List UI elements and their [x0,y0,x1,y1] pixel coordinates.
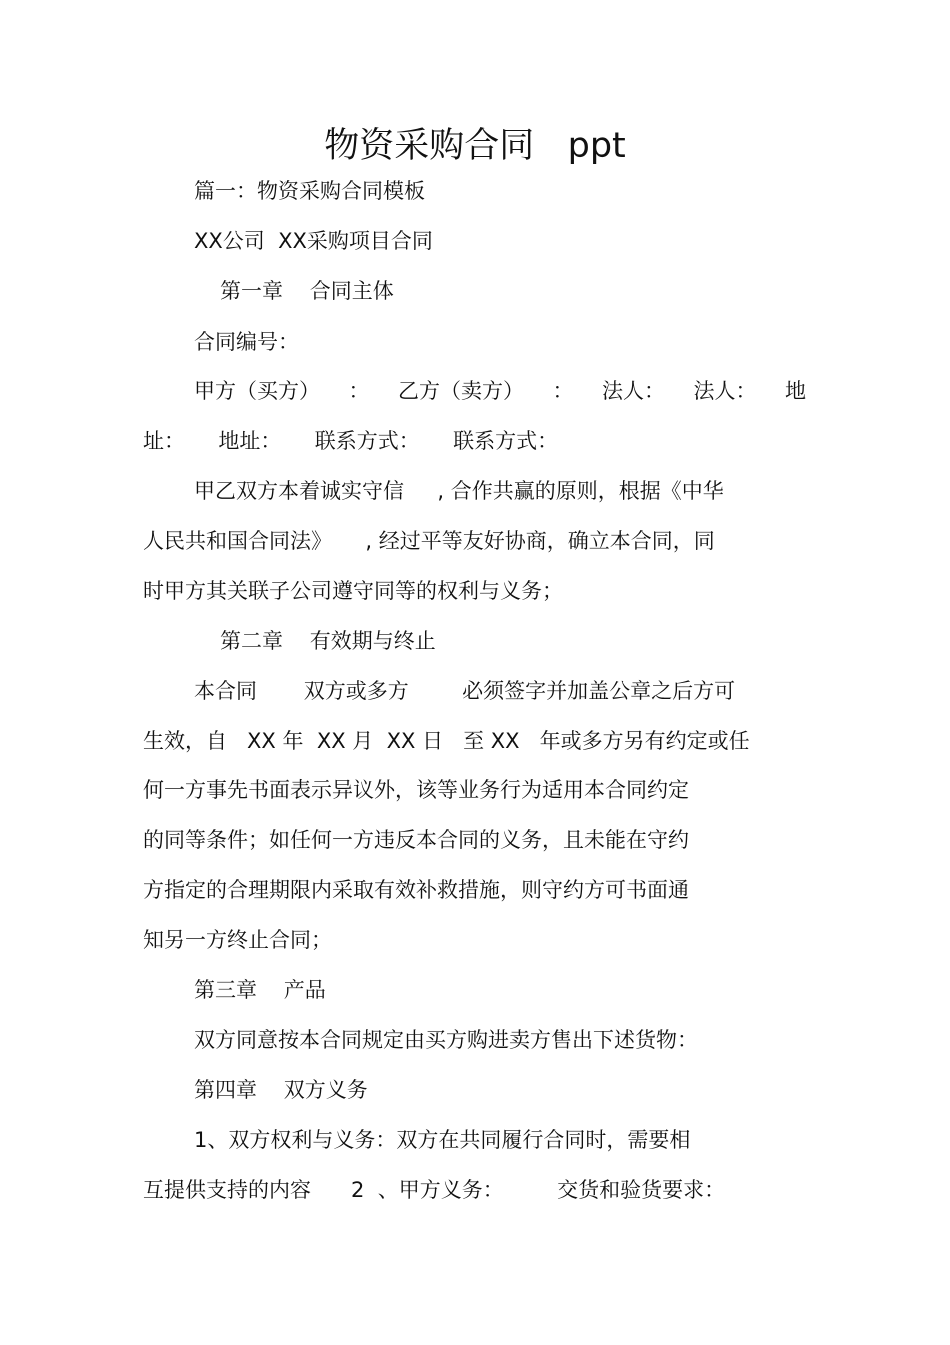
text-line: 何一方事先书面表示异议外，该等业务行为适用本合同约定 [143,778,689,802]
document-title: 物资采购合同 ppt [324,126,626,166]
chapter-heading: 第三章 产品 [194,978,326,1002]
text-line: 甲乙双方本着诚实守信 , 合作共赢的原则，根据《中华 [194,479,724,503]
parties-row-item: ： [552,379,574,403]
chapter-heading: 第四章 双方义务 [194,1078,368,1102]
parties-row-item: 地 [785,379,806,403]
parties-row-item: 甲方（买方） [194,379,320,403]
parties-row [194,376,806,406]
parties-row-item: 法人： [693,379,757,403]
text-line: XX公司 XX采购项目合同 [194,229,433,253]
text-line: 知另一方终止合同； [143,928,332,952]
text-line: 的同等条件；如任何一方违反本合同的义务，且未能在守约 [143,828,689,852]
text-line: 1、双方权利与义务：双方在共同履行合同时，需要相 [194,1128,691,1152]
chapter-heading: 第一章 合同主体 [220,279,394,303]
text-line: 合同编号： [194,330,299,354]
text-line: 人民共和国合同法》 , 经过平等友好协商，确立本合同，同 [143,529,715,553]
parties-row-item: ： [348,379,370,403]
text-line: 方指定的合理期限内采取有效补救措施，则守约方可书面通 [143,878,689,902]
text-line: 篇一：物资采购合同模板 [194,179,425,203]
text-line: 址： 地址： 联系方式： 联系方式： [143,429,559,453]
text-line: 互提供支持的内容 2 、甲方义务： 交货和验货要求： [143,1178,726,1202]
parties-row-item: 乙方（卖方） [398,379,524,403]
text-line: 生效，自 XX 年 XX 月 XX 日 至 XX 年或多方另有约定或任 [143,729,750,753]
text-line: 时甲方其关联子公司遵守同等的权利与义务； [143,579,563,603]
text-line: 双方同意按本合同规定由买方购进卖方售出下述货物： [194,1028,698,1052]
parties-row-item: 法人： [602,379,665,403]
text-line: 本合同 双方或多方 必须签字并加盖公章之后方可 [194,679,736,703]
chapter-heading: 第二章 有效期与终止 [220,629,436,653]
